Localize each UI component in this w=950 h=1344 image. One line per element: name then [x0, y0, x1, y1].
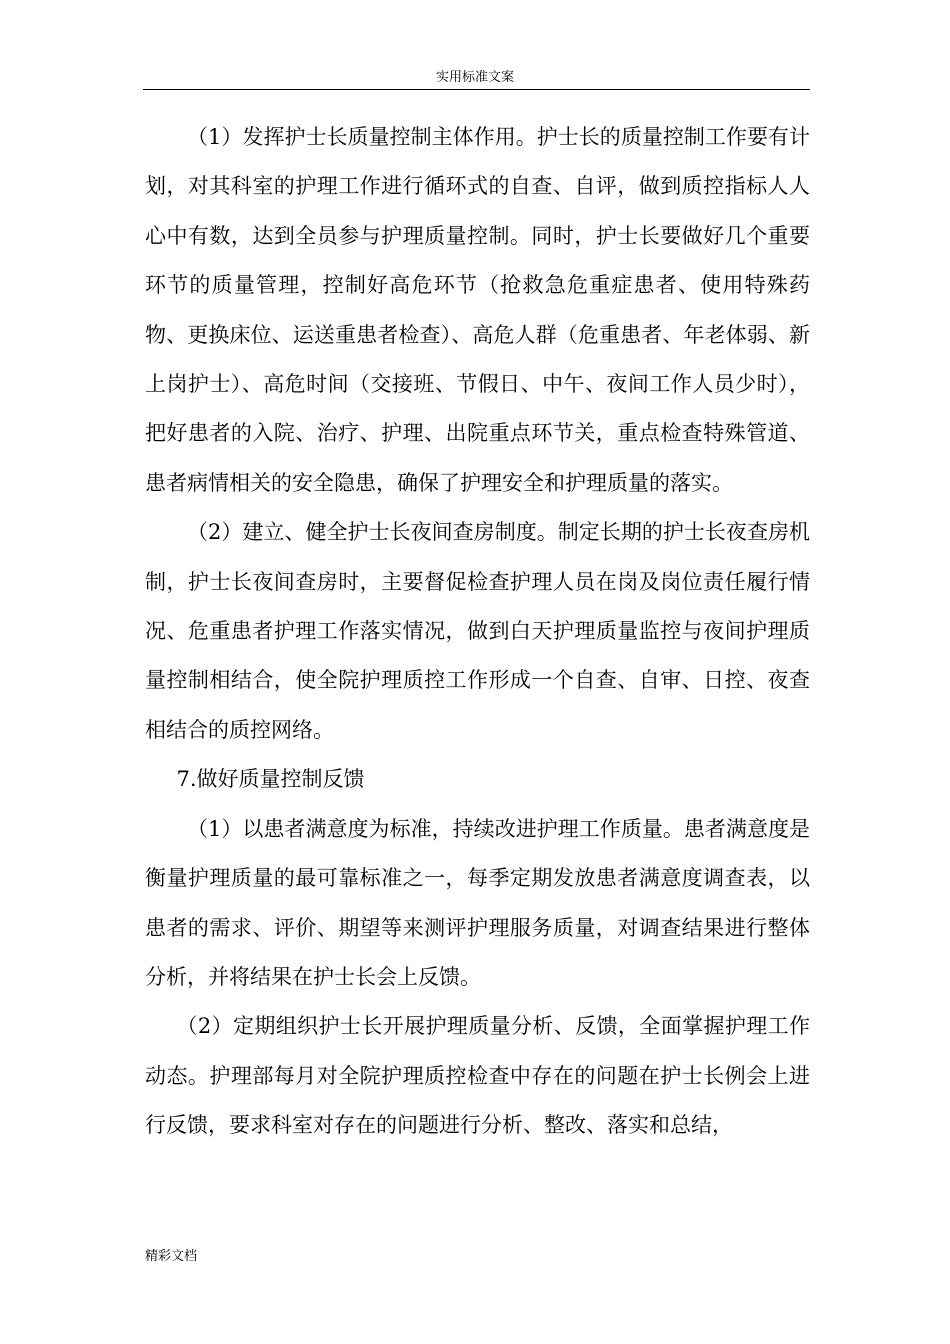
section-heading-feedback: 7.做好质量控制反馈: [176, 767, 365, 792]
paragraph-night-ward-round: （2）建立、健全护士长夜间查房制度。制定长期的护士长夜查房机制，护士长夜间查房时，主要督促检查护理人员在岗及岗位责任履行情况、危重患者护理工作落实情况，做到白天护理质量监控与夜间护理质量控制相结合，使全院护理质控工作形成一个自查、自审、日控、夜查相结合的质控网络。: [145, 520, 810, 742]
paragraph-quality-analysis: （2）定期组织护士长开展护理质量分析、反馈，全面掌握护理工作动态。护理部每月对全院护理质控检查中存在的问题在护士长例会上进行反馈，要求科室对存在的问题进行分析、整改、落实和总结，: [145, 1014, 810, 1138]
paragraph-head-nurse-quality-control: （1）发挥护士长质量控制主体作用。护士长的质量控制工作要有计划，对其科室的护理工作进行循环式的自查、自评，做到质控指标人人心中有数，达到全员参与护理质量控制。同时，护士长要做好几个重要环节的质量管理，控制好高危环节（抢救急危重症患者、使用特殊药物、更换床位、运送重患者检查）、高危人群（危重患者、年老体弱、新上岗护士）、高危时间（交接班、节假日、中午、夜间工作人员少时），把好患者的入院、治疗、护理、出院重点环节关，重点检查特殊管道、患者病情相关的安全隐患，确保了护理安全和护理质量的落实。: [145, 125, 810, 495]
document-body: [145, 113, 810, 1151]
page-footer-text: 精彩文档: [145, 1249, 198, 1264]
header-divider: [143, 89, 810, 90]
paragraph-patient-satisfaction: （1）以患者满意度为标准，持续改进护理工作质量。患者满意度是衡量护理质量的最可靠标准之一，每季定期发放患者满意度调查表，以患者的需求、评价、期望等来测评护理服务质量，对调查结果进行整体分析，并将结果在护士长会上反馈。: [145, 816, 810, 989]
page-header-title: 实用标准文案: [435, 70, 514, 85]
